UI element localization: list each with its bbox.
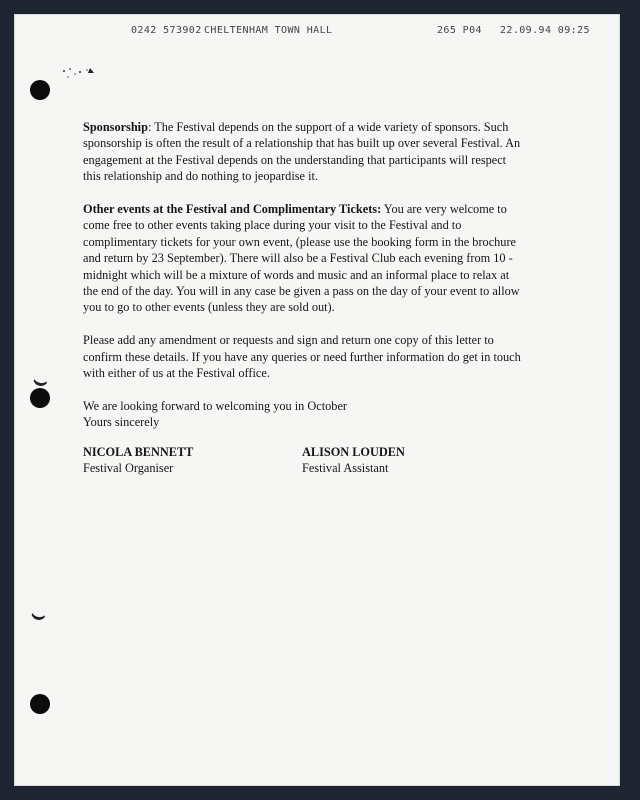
other-events-heading: Other events at the Festival and Complimentary Tickets:	[83, 202, 382, 217]
fax-header	[14, 25, 620, 41]
signatory-assistant	[302, 444, 405, 477]
closing-line: We are looking forward to welcoming you in October	[83, 398, 347, 413]
fax-sender: CHELTENHAM TOWN HALL	[204, 25, 333, 36]
punch-hole-shadow	[32, 368, 51, 388]
sponsorship-paragraph	[83, 119, 523, 185]
sponsorship-text: : The Festival depends on the support of a wide variety of sponsors. Such sponsorship is often the result of a relationship that has built up over several Festival. An engagement at the Festival depends on the understanding that participants will respect this relationship and do nothing to jeopardise it.	[83, 120, 521, 184]
punch-hole	[30, 388, 50, 408]
signoff	[83, 398, 523, 431]
fax-phone: 0242 573902	[131, 25, 202, 36]
signatory-organiser	[83, 444, 193, 477]
signatory-name: NICOLA BENNETT	[83, 445, 194, 459]
punch-hole-shadow	[30, 602, 49, 622]
signatory-role: Festival Organiser	[83, 461, 174, 476]
sponsorship-heading: Sponsorship	[83, 120, 148, 134]
amendments-paragraph: Please add any amendment or requests and sign and return one copy of this letter to confirm these details. If you have any queries or need further information do get in touch with either of us at the Festival office.	[83, 333, 521, 381]
punch-hole	[30, 80, 50, 100]
signatory-role: Festival Assistant	[302, 461, 389, 476]
signatory-name: ALISON LOUDEN	[302, 445, 405, 459]
punch-hole	[30, 694, 50, 714]
letter-page	[14, 14, 620, 786]
other-events-text: You are very welcome to come free to other events taking place during your visit to the Festival and to complimentary tickets for your own event, (please use the booking form in the brochure and return by 23 September). There will also be a Festival Club each evening from 10 - midnight which will be a mixture of words and music and an informal place to relax at the end of the day. You will in any case be given a pass on the day of your event to allow you to go to other events (unless they are sold out).	[83, 202, 520, 315]
fax-datetime: 22.09.94 09:25	[500, 25, 590, 36]
fax-page-ref: 265 P04	[437, 25, 482, 36]
valediction: Yours sincerely	[83, 415, 160, 430]
other-events-paragraph	[83, 201, 523, 316]
letter-body	[83, 119, 523, 431]
fax-specks	[60, 66, 110, 84]
